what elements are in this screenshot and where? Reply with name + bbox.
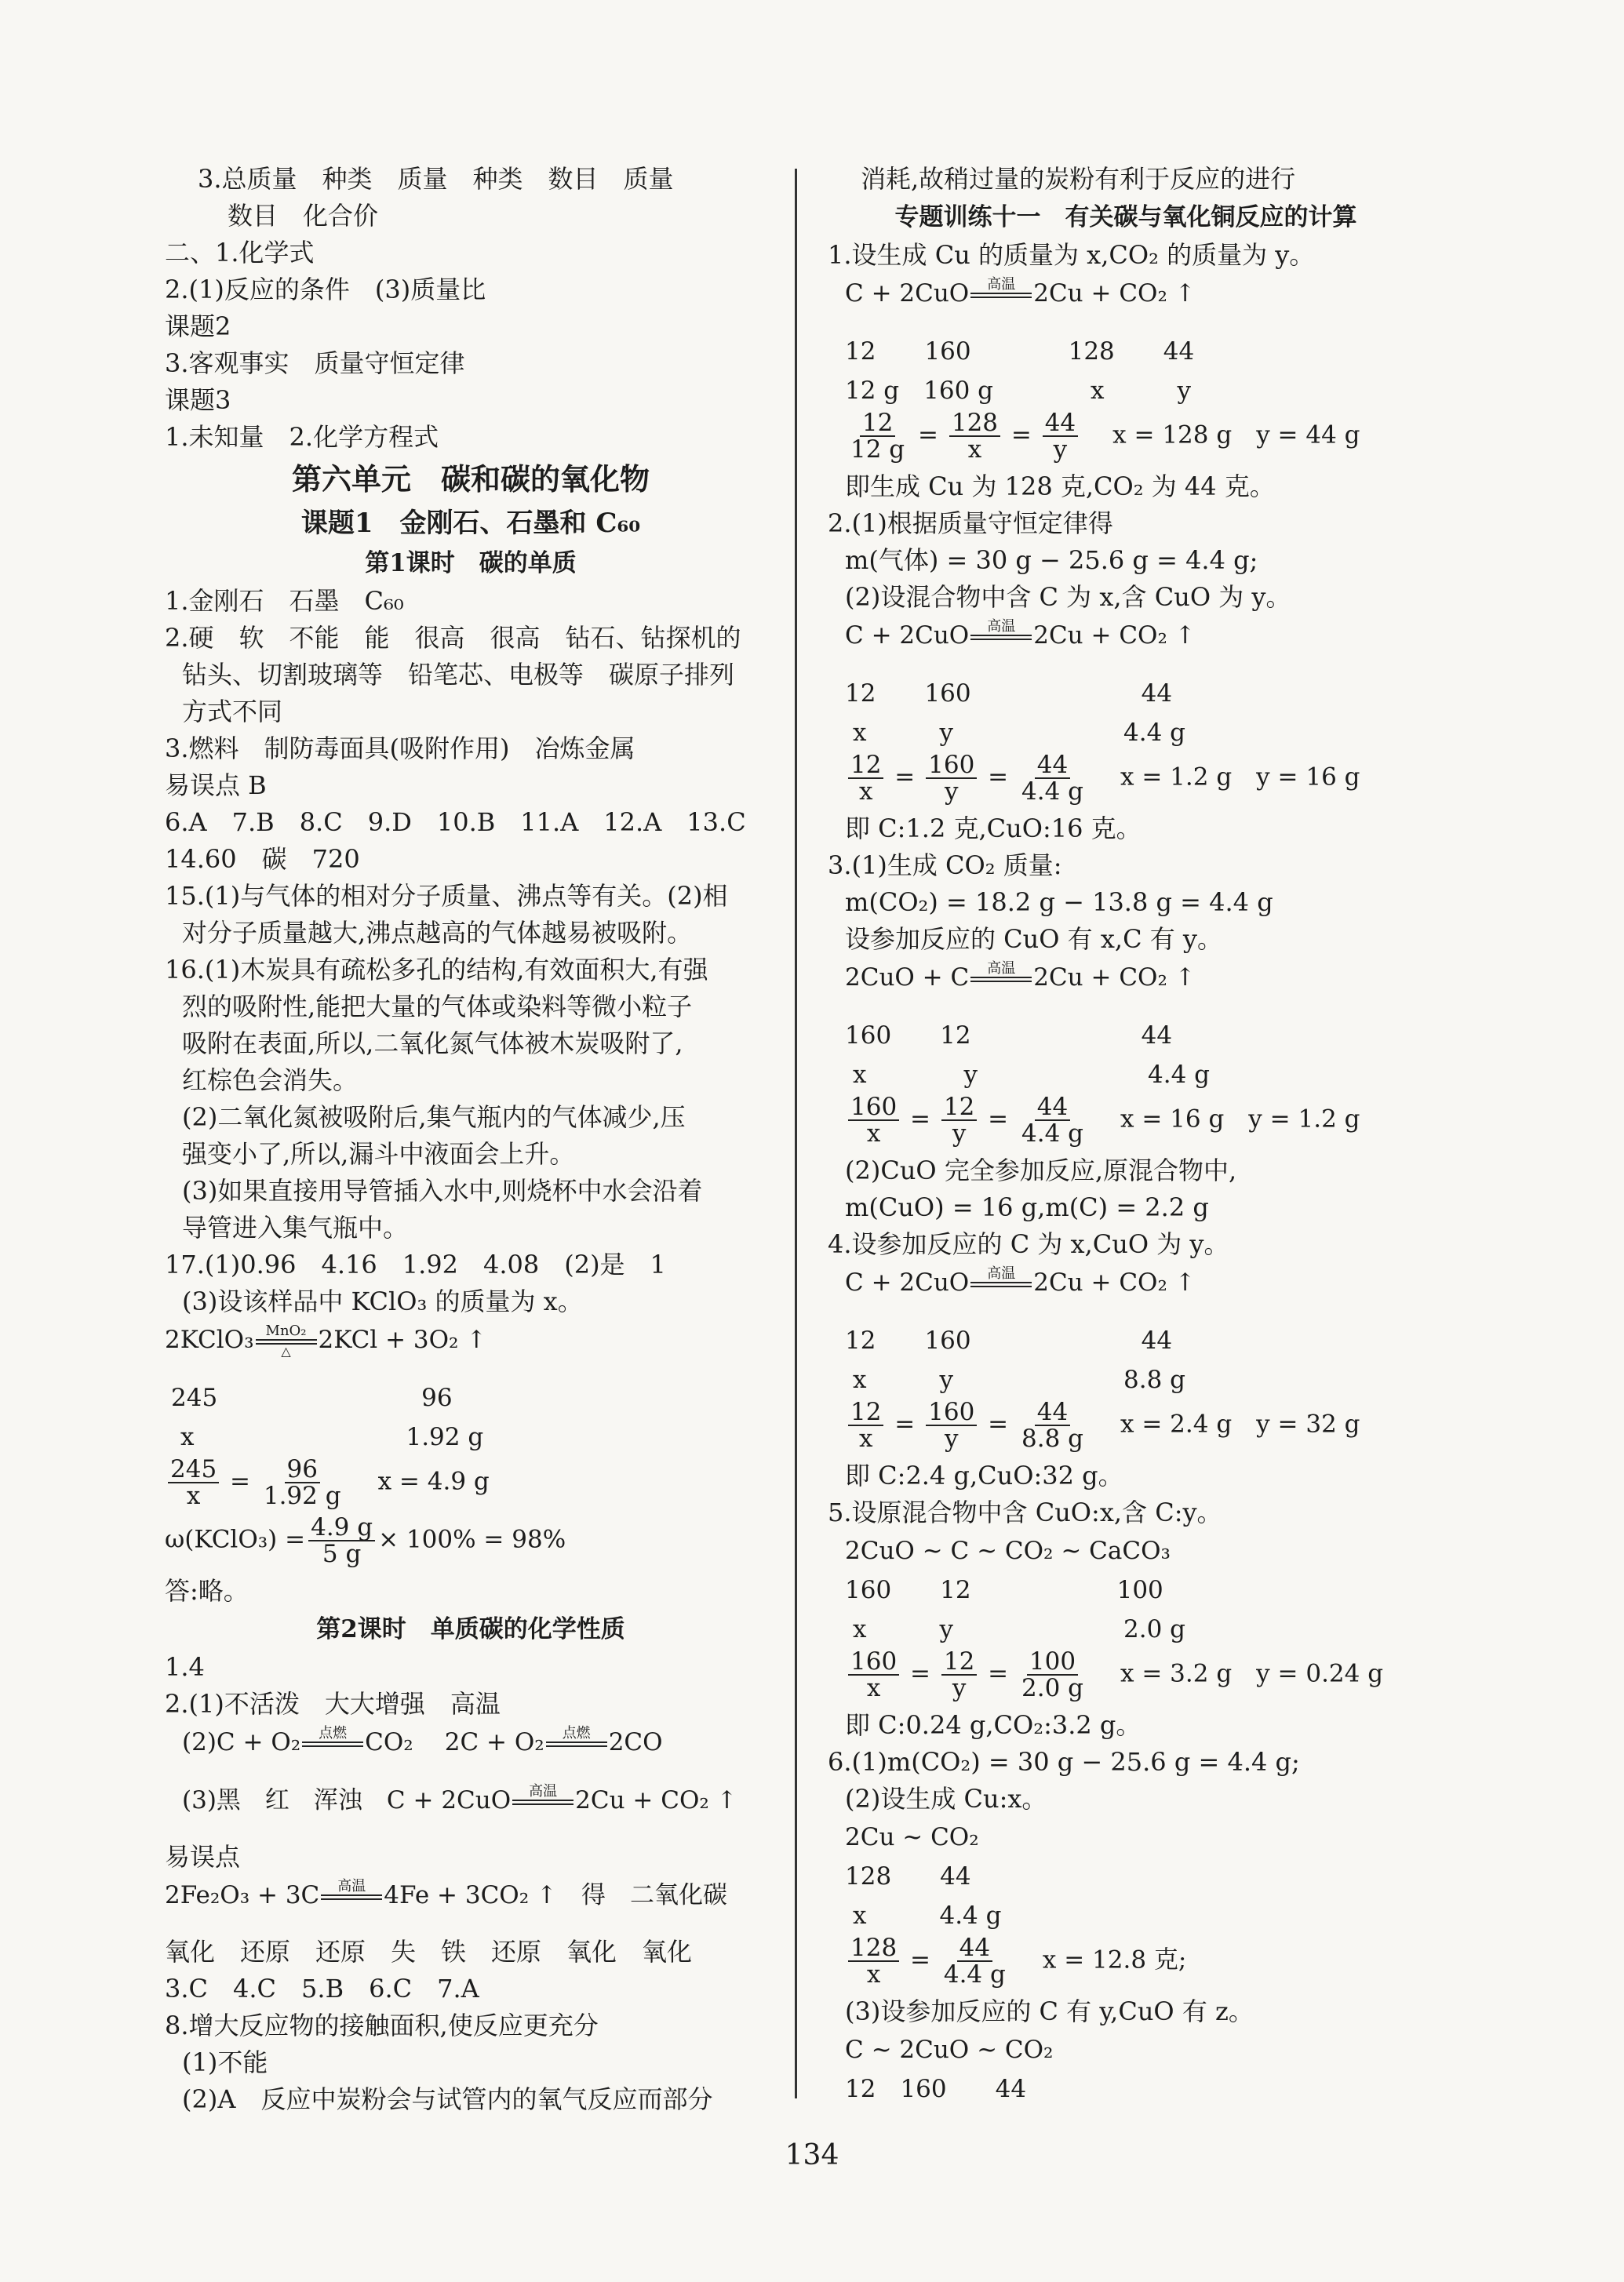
reactants: (2)C + O₂ xyxy=(182,1728,301,1756)
right-column xyxy=(828,161,1424,2109)
calc-row: 12 160 44 xyxy=(845,1327,1173,1355)
mass-row xyxy=(165,1378,777,1418)
calc-row: 12 160 44 xyxy=(845,2075,1027,2103)
result: x = 128 g y = 44 g xyxy=(1112,420,1360,449)
products: 2Cu + CO₂ ↑ xyxy=(575,1786,737,1814)
chemical-equation xyxy=(165,1781,777,1839)
calc-row: x y 8.8 g xyxy=(853,1366,1185,1394)
text-line: 设参加反应的 CuO 有 x,C 有 y。 xyxy=(845,924,1222,954)
text-line: 3.燃料 制防毒面具(吸附作用) 冶炼金属 xyxy=(165,733,635,763)
text-line: 4.设参加反应的 C 为 x,CuO 为 y。 xyxy=(828,1229,1229,1259)
text-line: 吸附在表面,所以,二氧化氮气体被木炭吸附了, xyxy=(182,1028,683,1058)
text-line: (1)不能 xyxy=(182,2047,268,2077)
reaction-condition: 高温 xyxy=(987,276,1016,293)
fraction xyxy=(941,1935,1008,1987)
spacer xyxy=(1000,1287,1003,1301)
numerator: 128 xyxy=(949,410,1000,437)
reactants: 2Fe₂O₃ + 3C xyxy=(165,1881,320,1909)
fraction xyxy=(941,1649,977,1701)
reactants: 2CuO + C xyxy=(845,963,970,992)
denominator: x xyxy=(866,1960,881,1989)
fraction xyxy=(168,1457,219,1509)
numerator: 12 xyxy=(941,1649,977,1676)
text-line: 强变小了,所以,漏斗中液面会上升。 xyxy=(182,1139,575,1169)
fraction xyxy=(926,752,977,804)
numerator: 160 xyxy=(926,1399,977,1426)
denominator: x xyxy=(186,1482,201,1510)
section-title: 专题训练十一 有关碳与氧化铜反应的计算 xyxy=(894,203,1357,231)
ratio-equation: $\frac{160}{x}$ = $\frac{12}{y}$ = $\frac{44}{4.4 g}$ x = 16 g y = 1.2 g xyxy=(828,1094,1424,1152)
text-line: m(CO₂) = 18.2 g − 13.8 g = 4.4 g xyxy=(845,887,1273,917)
fraction xyxy=(1043,410,1078,462)
reactants: C + 2CuO xyxy=(845,621,970,650)
text-line: 导管进入集气瓶中。 xyxy=(182,1213,409,1243)
numerator: 160 xyxy=(848,1094,899,1121)
text-line: 氧化 还原 还原 失 铁 还原 氧化 氧化 xyxy=(165,1937,693,1967)
reaction-arrow xyxy=(512,1784,573,1819)
section-title: 第2课时 单质碳的化学性质 xyxy=(316,1615,625,1643)
denominator: 1.92 g xyxy=(263,1482,341,1510)
text-line: 16.(1)木炭具有疏松多孔的结构,有效面积大,有强 xyxy=(165,955,708,984)
reactants: C + 2CuO xyxy=(845,279,970,308)
chemical-equation xyxy=(828,274,1424,332)
text-line: 烈的吸附性,能把大量的气体或染料等微小粒子 xyxy=(182,992,693,1021)
denominator: x xyxy=(858,777,873,806)
unknown: x xyxy=(180,1423,195,1451)
unknown-row xyxy=(165,1418,777,1457)
calc-row: 160 12 44 xyxy=(845,1021,1173,1050)
denominator: y xyxy=(944,777,959,806)
reaction-arrow xyxy=(302,1726,363,1761)
denominator: 5 g xyxy=(322,1540,362,1568)
text-line: 6.A 7.B 8.C 9.D 10.B 11.A 12.A 13.C xyxy=(165,807,746,837)
calc-row: x y 4.4 g xyxy=(853,1061,1210,1089)
text-line: 易误点 B xyxy=(165,770,267,800)
text-line: 3.C 4.C 5.B 6.C 7.A xyxy=(165,1974,479,2004)
text-line: 课题2 xyxy=(165,311,231,341)
denominator: y xyxy=(944,1425,959,1453)
ratio-equation: $\frac{160}{x}$ = $\frac{12}{y}$ = $\frac{100}{2.0 g}$ x = 3.2 g y = 0.24 g xyxy=(828,1649,1424,1707)
text-line: 即 C:2.4 g,CuO:32 g。 xyxy=(845,1461,1123,1490)
reactants: 2C + O₂ xyxy=(444,1728,544,1756)
denominator: x xyxy=(866,1674,881,1702)
fraction xyxy=(848,1094,899,1146)
fraction xyxy=(848,752,883,804)
result: x = 4.9 g xyxy=(377,1467,490,1496)
numerator: 128 xyxy=(848,1935,899,1962)
reaction-condition-bottom: △ xyxy=(281,1344,291,1359)
fraction xyxy=(1019,1094,1086,1146)
calc-row: 160 12 100 xyxy=(845,1576,1163,1604)
text-line: m(CuO) = 16 g,m(C) = 2.2 g xyxy=(845,1192,1209,1222)
reaction-condition: 高温 xyxy=(987,1265,1016,1282)
fraction xyxy=(1019,752,1086,804)
text-line: 6.(1)m(CO₂) = 30 g − 25.6 g = 4.4 g; xyxy=(828,1747,1300,1777)
fraction xyxy=(848,1649,899,1701)
ratio-equation: $\frac{12}{x}$ = $\frac{160}{y}$ = $\frac{44}{8.8 g}$ x = 2.4 g y = 32 g xyxy=(828,1399,1424,1458)
text-line: 数目 化合价 xyxy=(228,201,379,231)
text-line: 8.增大反应物的接触面积,使反应更充分 xyxy=(165,2011,599,2040)
numerator: 245 xyxy=(168,1457,219,1483)
mass: 245 xyxy=(171,1384,218,1412)
reaction-arrow xyxy=(321,1879,382,1914)
fraction xyxy=(926,1399,977,1451)
reactants: (3)黑 红 浑浊 C + 2CuO xyxy=(182,1786,512,1814)
reaction-condition: 高温 xyxy=(987,618,1016,635)
fraction xyxy=(848,1399,883,1451)
text-line: 2.(1)不活泼 大大增强 高温 xyxy=(165,1689,501,1719)
calc-row: 128 44 xyxy=(845,1862,971,1891)
chemical-equations xyxy=(165,1723,777,1781)
text-line: 1.金刚石 石墨 C₆₀ xyxy=(165,586,404,616)
numerator: 100 xyxy=(1027,1649,1078,1676)
text-line: (2)A 反应中炭粉会与试管内的氧气反应而部分 xyxy=(182,2084,713,2114)
reaction-condition: 高温 xyxy=(529,1783,558,1800)
text-line: 14.60 碳 720 xyxy=(165,844,360,874)
ratio-equation: $\frac{245}{x}$ = $\frac{96}{1.92 g}$ x = 4.9 g xyxy=(165,1457,777,1515)
text-line: 5.设原混合物中含 CuO:x,含 C:y。 xyxy=(828,1498,1222,1527)
rhs: × 100% = 98% xyxy=(378,1525,566,1554)
mass: 96 xyxy=(421,1384,453,1412)
text-line: 即 C:1.2 克,CuO:16 克。 xyxy=(845,813,1142,843)
text-line: (2)设混合物中含 C 为 x,含 CuO 为 y。 xyxy=(845,582,1291,612)
left-column xyxy=(165,161,777,2118)
unknown: 1.92 g xyxy=(406,1423,484,1451)
unit-title: 第六单元 碳和碳的氧化物 xyxy=(291,461,650,497)
numerator: 44 xyxy=(1035,1399,1070,1426)
calc-row: x y 4.4 g xyxy=(853,719,1185,747)
numerator: 44 xyxy=(957,1935,992,1962)
calc-row: C ~ 2CuO ~ CO₂ xyxy=(845,2036,1054,2064)
products: 2Cu + CO₂ ↑ xyxy=(1033,1268,1196,1297)
chemical-equation xyxy=(165,1876,777,1934)
numerator: 44 xyxy=(1043,410,1078,437)
fraction xyxy=(941,1094,977,1146)
text-line: m(气体) = 30 g − 25.6 g = 4.4 g; xyxy=(845,545,1258,575)
text-line: 15.(1)与气体的相对分子质量、沸点等有关。(2)相 xyxy=(165,881,728,911)
text-line: 3.(1)生成 CO₂ 质量: xyxy=(828,850,1062,880)
reaction-arrow xyxy=(970,277,1032,312)
result: x = 16 g y = 1.2 g xyxy=(1120,1105,1360,1134)
reaction-arrow xyxy=(970,1266,1032,1301)
chemical-equation xyxy=(828,616,1424,674)
text-line: 课题3 xyxy=(165,385,231,415)
text-line: (3)设该样品中 KClO₃ 的质量为 x。 xyxy=(182,1287,583,1316)
fraction xyxy=(1019,1649,1086,1701)
reaction-condition: 点燃 xyxy=(319,1725,348,1742)
text-line: (2)CuO 完全参加反应,原混合物中, xyxy=(845,1156,1237,1185)
calc-row: 12 160 128 44 xyxy=(845,337,1195,366)
numerator: 96 xyxy=(285,1457,320,1483)
text-line: (2)设生成 Cu:x。 xyxy=(845,1784,1047,1814)
result: x = 1.2 g y = 16 g xyxy=(1120,762,1360,792)
products: 2KCl + 3O₂ ↑ xyxy=(318,1326,487,1354)
numerator: 4.9 g xyxy=(308,1515,375,1541)
ratio-equation: $\frac{12}{12 g}$ = $\frac{128}{x}$ = $\frac{44}{y}$ x = 128 g y = 44 g xyxy=(828,410,1424,468)
text-line: 方式不同 xyxy=(182,697,283,726)
text-line: 1.设生成 Cu 的质量为 x,CO₂ 的质量为 y。 xyxy=(828,240,1315,270)
denominator: x xyxy=(866,1119,881,1148)
spacer xyxy=(574,1747,578,1761)
products: 2Cu + CO₂ ↑ xyxy=(1033,963,1196,992)
denominator: 4.4 g xyxy=(1021,1119,1083,1148)
denominator: 4.4 g xyxy=(1021,777,1083,806)
products: 2Cu + CO₂ ↑ xyxy=(1033,279,1196,308)
denominator: x xyxy=(858,1425,873,1453)
numerator: 12 xyxy=(860,410,895,437)
section-title: 第1课时 碳的单质 xyxy=(365,549,577,577)
text-line: (2)二氧化氮被吸附后,集气瓶内的气体减少,压 xyxy=(182,1102,686,1132)
text-line: 即生成 Cu 为 128 克,CO₂ 为 44 克。 xyxy=(845,471,1275,501)
text-line: 即 C:0.24 g,CO₂:3.2 g。 xyxy=(845,1710,1142,1740)
denominator: y xyxy=(952,1119,967,1148)
reaction-arrow xyxy=(256,1323,317,1359)
denominator: 12 g xyxy=(850,435,905,464)
text-line: 3.总质量 种类 质量 种类 数目 质量 xyxy=(198,164,674,194)
text-line: 红棕色会消失。 xyxy=(182,1065,359,1095)
reaction-condition: MnO₂ xyxy=(265,1323,307,1339)
spacer xyxy=(1000,640,1003,654)
page-number: 134 xyxy=(785,2139,839,2171)
products: 2CO xyxy=(608,1728,663,1756)
denominator: 8.8 g xyxy=(1021,1425,1083,1453)
text-line: 二、1.化学式 xyxy=(165,238,315,268)
reaction-arrow xyxy=(970,961,1032,996)
reaction-condition: 点燃 xyxy=(562,1725,591,1742)
spacer xyxy=(331,1747,335,1761)
text-line: 2.硬 软 不能 能 很高 很高 钻石、钻探机的 xyxy=(165,623,741,653)
numerator: 12 xyxy=(848,1399,883,1426)
chemical-equation xyxy=(165,1320,777,1378)
easy-mistake-label: 易误点 xyxy=(165,1842,241,1872)
calc-row: x 4.4 g xyxy=(853,1902,1002,1930)
ratio-equation: $\frac{128}{x}$ = $\frac{44}{4.4 g}$ x = 12.8 克; xyxy=(828,1935,1424,1993)
text-line: 17.(1)0.96 4.16 1.92 4.08 (2)是 1 xyxy=(165,1250,666,1279)
percent-equation xyxy=(165,1515,777,1573)
products: 2Cu + CO₂ ↑ xyxy=(1033,621,1196,650)
numerator: 44 xyxy=(1035,752,1070,779)
calc-row: 2Cu ~ CO₂ xyxy=(845,1823,979,1851)
fraction xyxy=(308,1515,375,1567)
text-line: (3)设参加反应的 C 有 y,CuO 有 z。 xyxy=(845,1996,1254,2026)
spacer xyxy=(1000,982,1003,996)
spacer xyxy=(350,1900,354,1914)
fraction xyxy=(1019,1399,1086,1451)
text-line: 1.未知量 2.化学方程式 xyxy=(165,422,439,452)
denominator: x xyxy=(967,435,982,464)
calc-row: 12 160 44 xyxy=(845,679,1173,708)
text-line: 1.4 xyxy=(165,1652,205,1682)
reaction-arrow xyxy=(546,1726,607,1761)
spacer xyxy=(541,1805,545,1819)
text-line: 消耗,故稍过量的炭粉有利于反应的进行 xyxy=(861,164,1296,194)
fraction xyxy=(848,1935,899,1987)
text-line: 对分子质量越大,沸点越高的气体越易被吸附。 xyxy=(182,918,693,948)
fraction xyxy=(949,410,1000,462)
numerator: 160 xyxy=(926,752,977,779)
text-line: 2.(1)反应的条件 (3)质量比 xyxy=(165,275,486,304)
ratio-equation: $\frac{12}{x}$ = $\frac{160}{y}$ = $\frac{44}{4.4 g}$ x = 1.2 g y = 16 g xyxy=(828,752,1424,810)
products: CO₂ xyxy=(365,1728,413,1756)
calc-row: 2CuO ~ C ~ CO₂ ~ CaCO₃ xyxy=(845,1537,1171,1565)
reaction-arrow xyxy=(970,619,1032,654)
reactants: 2KClO₃ xyxy=(165,1326,254,1354)
text-line: (3)如果直接用导管插入水中,则烧杯中水会沿着 xyxy=(182,1176,703,1206)
chemical-equation xyxy=(828,958,1424,1016)
calc-row: x y 2.0 g xyxy=(853,1615,1185,1643)
reactants: C + 2CuO xyxy=(845,1268,970,1297)
text-line: 2.(1)根据质量守恒定律得 xyxy=(828,508,1113,538)
text-line: 3.客观事实 质量守恒定律 xyxy=(165,348,465,378)
denominator: 4.4 g xyxy=(943,1960,1006,1989)
denominator: y xyxy=(1053,435,1068,464)
result: x = 2.4 g y = 32 g xyxy=(1120,1410,1360,1439)
calc-row: 12 g 160 g x y xyxy=(845,377,1192,405)
numerator: 44 xyxy=(1035,1094,1070,1121)
chemical-equation xyxy=(828,1263,1424,1321)
result: x = 12.8 克; xyxy=(1042,1945,1187,1974)
denominator: 2.0 g xyxy=(1021,1674,1083,1702)
reaction-condition: 高温 xyxy=(987,960,1016,977)
column-divider xyxy=(795,169,797,2098)
lhs: ω(KClO₃) = xyxy=(165,1525,306,1554)
products: 4Fe + 3CO₂ ↑ 得 二氧化碳 xyxy=(384,1881,727,1909)
reaction-condition: 高温 xyxy=(337,1878,366,1894)
result: x = 3.2 g y = 0.24 g xyxy=(1120,1659,1384,1688)
numerator: 12 xyxy=(848,752,883,779)
spacer xyxy=(1000,298,1003,312)
denominator: y xyxy=(952,1674,967,1702)
numerator: 12 xyxy=(941,1094,977,1121)
fraction xyxy=(848,410,907,462)
answer: 答:略。 xyxy=(165,1576,249,1606)
text-line: 钻头、切割玻璃等 铅笔芯、电极等 碳原子排列 xyxy=(182,660,735,690)
lesson-title: 课题1 金刚石、石墨和 C₆₀ xyxy=(300,508,641,539)
fraction xyxy=(261,1457,344,1509)
numerator: 160 xyxy=(848,1649,899,1676)
